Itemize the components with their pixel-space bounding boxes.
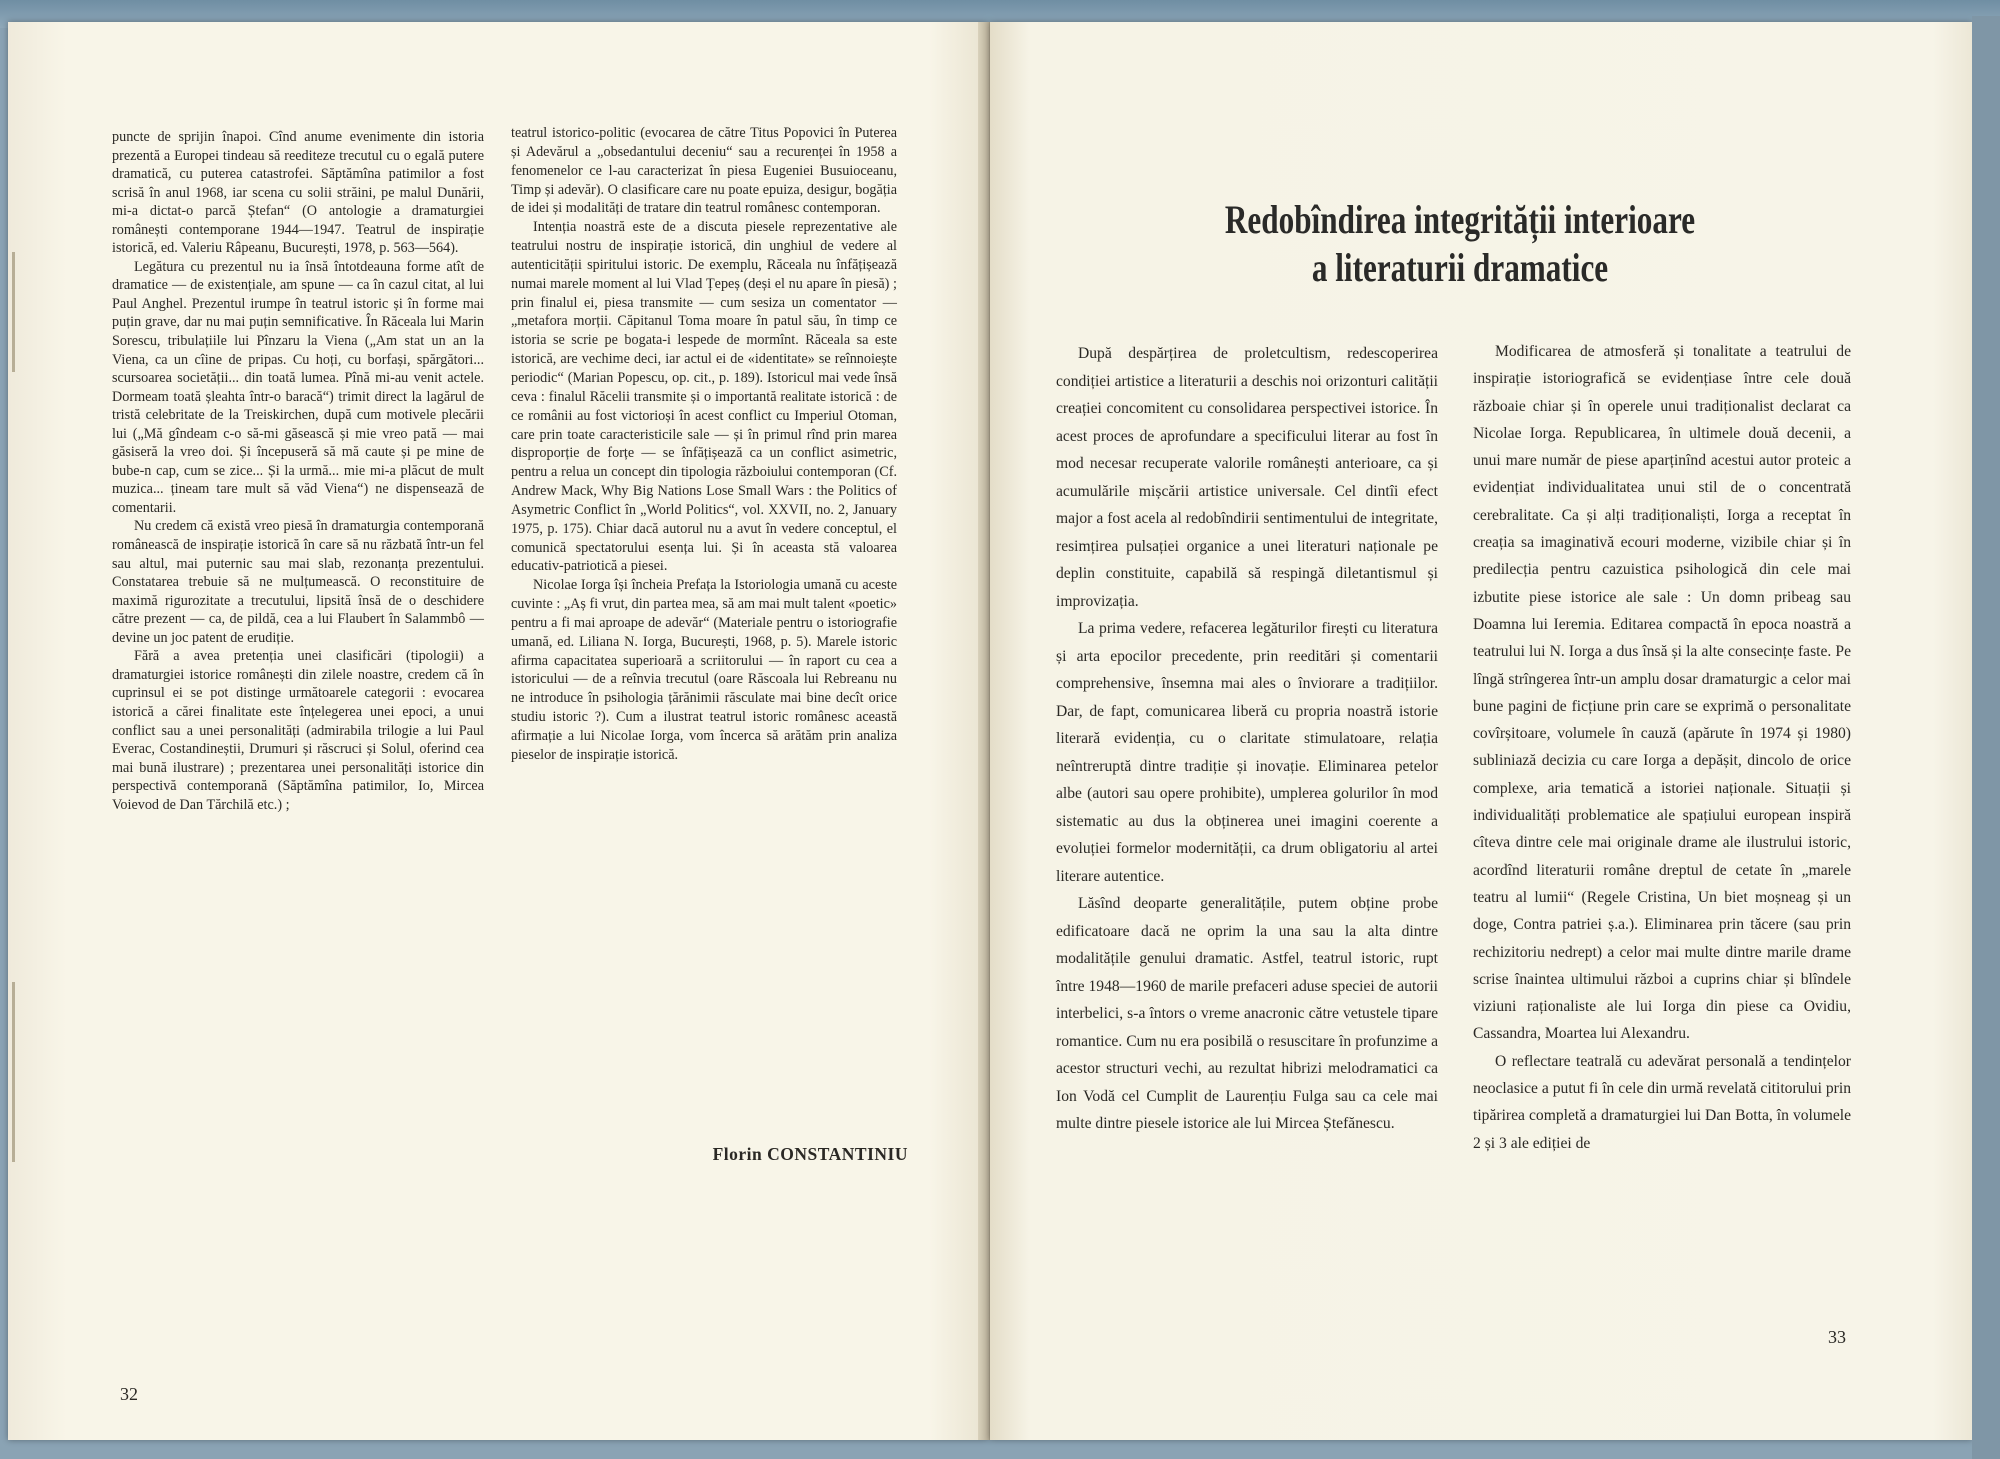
paragraph: Lăsînd deoparte generalitățile, putem obține probe edificatoare dacă ne oprim la una sau la alta dintre modalitățile genului dramatic. Astfel, teatrul istoric, rupt între 1948—1960 de marile prefaceri aduse speciei de autorii interbelici, s-a întors o vreme anacronic către vetustele tipare romantice. Cum nu era posibilă o resuscitare în profunzime a acestor structuri vechi, au rezultat hibrizi melodramatici ca Ion Vodă cel Cumplit de Laurențiu Fulga sau ca cele mai multe dintre piesele istorice ale lui Mircea Ștefănescu. — [1056, 895, 1438, 1132]
page-edge-mark — [12, 252, 15, 372]
page-number-right: 33 — [1828, 1327, 1846, 1347]
article-title-line-1: Redobîndirea integrității interioare — [1224, 197, 1696, 242]
right-column-2 — [1473, 338, 1851, 1157]
page-number-left: 32 — [120, 1384, 138, 1404]
paragraph: Fără a avea pretenția unei clasificări (tipologii) a dramaturgiei istorice românești din zilele noastre, credem că în cuprinsul ei se pot distinge următoarele categorii : evocarea istorică a cărei finalitate este înțelegerea unei epoci, a unui conflict sau a unei personalități (admirabila trilogie a lui Paul Everac, Costandineștii, Drumuri și răscruci și Solul, oferind cea mai bună ilustrare) ; prezentarea unei personalități istorice din perspectivă contemporană (Săptămîna patimilor, Io, Mircea Voievod de Dan Tărchilă etc.) ; — [112, 648, 484, 813]
paragraph: Modificarea de atmosferă și tonalitate a teatrului de inspirație istoriografică se evidențiase între cele două războaie chiar și în operele unui tradiționalist declarat ca Nicolae Iorga. Republicarea, în ultimele două decenii, a unui mare număr de piese aparținînd acestui autor proteic a evidențiat individualitatea unui stil de o concentrată cerebralitate. Ca și alți tradiționaliști, Iorga a receptat în creația sa imaginativă ecouri moderne, vizibile chiar și în predilecția pentru cazuistica psihologică din cele mai izbutite piese istorice ale sale : Un domn pribeag sau Doamna lui Ieremia. Editarea compactă în epoca noastră a teatrului lui N. Iorga a dus însă și la alte consecințe faste. Pe lîngă strîngerea într-un amplu dosar dramaturgic a celor mai bune pagini de ficțiune prin care se exprimă o personalitate covîrșitoare, volumele în cauză (apărute în 1974 și 1980) subliniază decizia cu care Iorga a depășit, dincolo de orice complexe, aria tematică a istoriei naționale. Situații și individualități problematice ale spațiului european inspiră cîteva dintre cele mai originale drame ale ilustrului istoric, acordînd literaturii române dreptul de cetate în „marele teatru al lumii“ (Regele Cristina, Un biet moșneag și un doge, Contra patriei ș.a.). Eliminarea prin tăcere (sau prin rechizitoriu nedrept) a celor mai multe dintre marile drame scrise înaintea ultimului război a cuprins chiar și blîndele viziuni raționaliste ale lui Iorga din piese ca Ovidiu, Cassandra, Moartea lui Alexandru. — [1473, 343, 1851, 1043]
right-column-1 — [1056, 340, 1438, 1138]
cover-edge-right — [1972, 16, 2000, 1459]
article-title-line-2: a literaturii dramatice — [1311, 245, 1609, 290]
left-column-1 — [112, 128, 484, 814]
paragraph: O reflectare teatrală cu adevărat personală a tendințelor neoclasice a putut fi în cele din urmă revelată cititorului prin tipărirea completă a dramaturgiei lui Dan Botta, în volumele 2 și 3 ale ediției de — [1473, 1052, 1851, 1152]
author-signature: Florin CONSTANTINIU — [712, 1144, 908, 1164]
paragraph: Nicolae Iorga își încheia Prefața la Istoriologia umană cu aceste cuvinte : „Aș fi vrut, din partea mea, să am mai mult talent «poetic» pentru a fi mai aproape de adevăr“ (Materiale pentru o istoriografie umană, ed. Liliana N. Iorga, București, 1968, p. 5). Marele istoric afirma capacitatea superioară a scriitorului — în raport cu cea a istoricului — de a reînvia trecutul (oare Răscoala lui Rebreanu nu ne introduce în psihologia țărănimii răsculate mai bine decît orice studiu istoric ?). Cum a ilustrat teatrul istoric românesc această afirmație a lui Nicolae Iorga, vom încerca să arătăm prin analiza pieselor de inspirație istorică. — [511, 577, 897, 763]
paragraph: Legătura cu prezentul nu ia însă întotdeauna forme atît de dramatice — de existențiale, am spune — ca în cazul citat, al lui Paul Anghel. Prezentul irumpe în teatrul istoric și în forme mai puțin grave, dar nu mai puțin semnificative. În Răceala lui Marin Sorescu, tribulațiile lui Pînzaru la Viena („Am stat un an la Viena, ca un cîine de pripas. Cu hoți, cu borfași, spărgători... scursoarea societății... din toată lumea. Pînă mi-au venit actele. Dormeam toată șleahta într-o baracă“) trimit direct la lagărul de tristă celebritate de la Treiskirchen, după cum motivele plecării lui („Mă gîndeam c-o să-mi găsească și mie vreo pată — mai găsiseră la vreo doi. Și începuseră să mă caute și pe mine de bube-n cap, cum se zice... Și la urmă... mie mi-a plăcut de mult muzica... țineam tare mult să văd Viena“) ne dispensează de comentarii. — [112, 258, 484, 516]
left-column-2 — [511, 124, 897, 765]
paragraph: Nu credem că există vreo piesă în dramaturgia contemporană românească de inspirație istorică în care să nu răzbată într-un fel sau altul, mai puternic sau mai slab, rezonanța prezentului. Constatarea trebuie să ne mulțumească. O reconstituire de maximă rigurozitate a trecutului, lipsită însă de o deschidere către prezent — ca, de pildă, cea a lui Flaubert în Salammbô — devine un joc patent de erudiție. — [112, 518, 484, 646]
paragraph: După despărțirea de proletcultism, redescoperirea condiției artistice a literaturii a deschis noi orizonturi calității creației concomitent cu consolidarea perspectivei istorice. În acest proces de aprofundare a specificului literar au fost în mod necesar recuperate valorile românești anterioare, ca și acumulările mișcării artistice universale. Cel dintîi efect major a fost acela al redobîndirii sentimentului de integritate, resimțirea pulsației organice a unei literaturi naționale pe deplin constituite, capabilă să respingă diletantismul și improvizația. — [1056, 345, 1438, 610]
paragraph: teatrul istorico-politic (evocarea de către Titus Popovici în Puterea și Adevărul a „obsedantului deceniu“ sau a recurenței în 1958 a fenomenelor ce l-au caracterizat în piesa Eugeniei Busuioceanu, Timp și adevăr). O clasificare care nu poate epuiza, desigur, bogăția de idei și modalități de tratare din teatrul românesc contemporan. — [511, 125, 897, 217]
paragraph: La prima vedere, refacerea legăturilor firești cu literatura și arta epocilor precedente, prin reeditări și comentarii comprehensive, însemna mai ales o înviorare a tradițiilor. Dar, de fapt, comunicarea liberă cu propria noastră istorie literară evidenția, cu o claritate stimulatoare, relația neîntreruptă dintre tradiție și inovație. Eliminarea petelor albe (autori sau opere prohibite), umplerea golurilor în mod sistematic au dus la obținerea unei imagini coerente a evoluției formelor modernității, ca drum obligatoriu al artei literare autentice. — [1056, 620, 1438, 885]
paragraph: Intenția noastră este de a discuta piesele reprezentative ale teatrului nostru de inspirație istorică, din unghiul de vedere al autenticității spiritului istoric. De exemplu, Răceala nu înfățișează numai marele moment al lui Vlad Țepeș (deși el nu apare în piesă) ; prin finalul ei, piesa transmite — cum sesiza un comentator — „metafora morții. Căpitanul Toma moare în patul său, în timp ce istoria se scrie pe bogata-i lespede de mormînt. Răceala sa este istorică, are vechime deci, iar actul ei de «identitate» se reînnoiește periodic“ (Marian Popescu, op. cit., p. 189). Istoricul mai vede însă ceva : finalul Răcelii transmite și o importantă realitate istorică : de ce românii au fost victorioși în acest conflict cu Imperiul Otoman, care prin toate caracteristicile sale — și în primul rînd prin marea disproporție de forțe — se înfățișează ca un conflict asimetric, pentru a relua un concept din tipologia războiului contemporan (Cf. Andrew Mack, Why Big Nations Lose Small Wars : the Politics of Asymetric Conflict în „World Politics“, vol. XXVII, no. 2, January 1975, p. 175). Chiar dacă autorul nu a avut în vedere conceptul, el comunică spectatorului esența lui. Și în aceasta stă valoarea educativ-patriotică a piesei. — [511, 219, 897, 575]
article-title — [1140, 196, 1780, 292]
page-edge-mark — [12, 982, 15, 1162]
paragraph: puncte de sprijin înapoi. Cînd anume evenimente din istoria prezentă a Europei tindeau să reediteze trecutul cu o egală putere dramatică, cu puterea catastrofei. Săptămîna patimilor a fost scrisă în anul 1968, iar scena cu solii străini, pe malul Dunării, mi-a dictat-o parcă Ștefan“ (O antologie a dramaturgiei românești contemporane 1944—1947. Teatrul de inspirație istorică, ed. Valeriu Râpeanu, București, 1978, p. 563—564). — [112, 129, 484, 257]
